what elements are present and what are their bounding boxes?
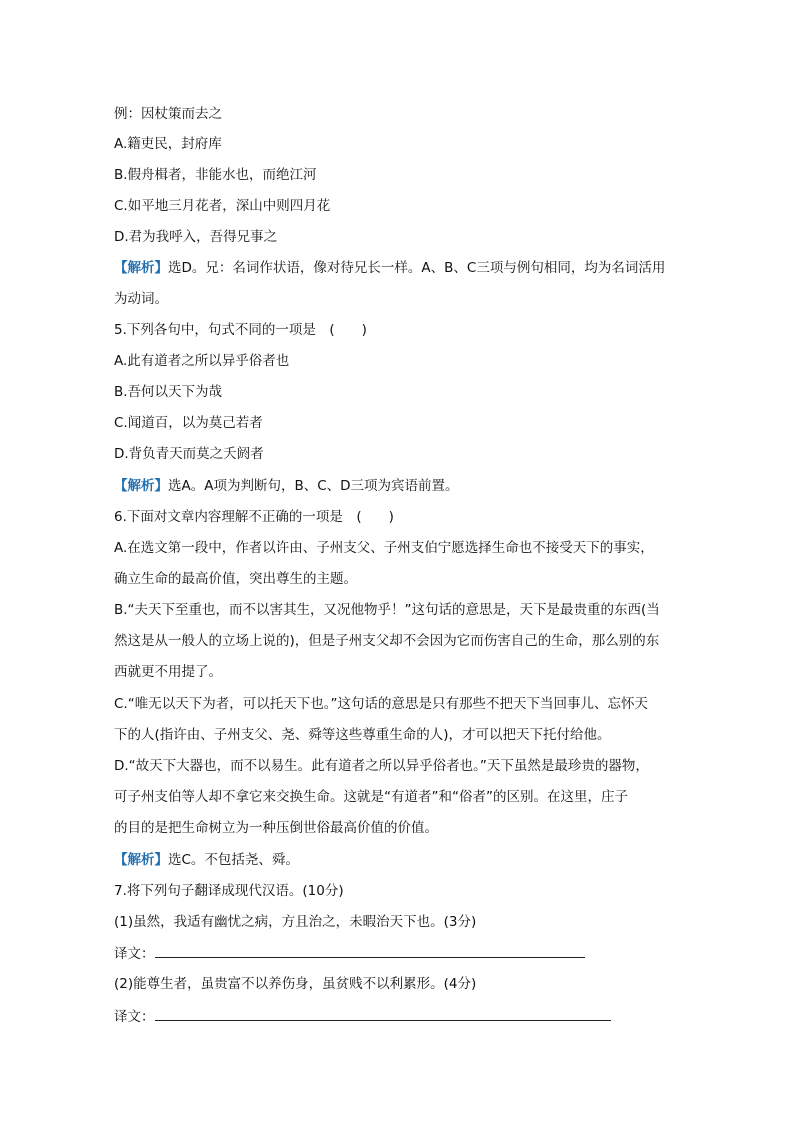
option-d: D.君为我呼入，吾得兄事之 bbox=[114, 229, 278, 245]
option-b-continuation: 西就更不用提了。 bbox=[114, 664, 222, 680]
question-5: 5.下列各句中，句式不同的一项是 ( ) bbox=[114, 322, 367, 338]
option-d: D.背负青天而莫之夭阏者 bbox=[114, 446, 264, 462]
answer-line-2 bbox=[114, 1006, 611, 1026]
translation-item-2: (2)能尊生者，虽贵富不以养伤身，虽贫贱不以利累形。(4分) bbox=[114, 976, 477, 992]
option-a: A.在选文第一段中，作者以许由、子州支父、子州支伯宁愿选择生命也不接受天下的事实， bbox=[114, 540, 654, 556]
option-b: B.“夫天下至重也，而不以害其生，又况他物乎！”这句话的意思是，天下是最贵重的东西(当 bbox=[114, 602, 660, 618]
translation-label: 译文： bbox=[114, 946, 155, 962]
option-c-continuation: 下的人(指许由、子州支父、尧、舜等这些尊重生命的人)，才可以把天下托付给他。 bbox=[114, 727, 611, 743]
option-d-continuation: 可子州支伯等人却不拿它来交换生命。这就是“有道者”和“俗者”的区别。在这里，庄子 bbox=[114, 789, 628, 805]
option-d: D.“故天下大器也，而不以易生。此有道者之所以异乎俗者也。”天下虽然是最珍贵的器物， bbox=[114, 758, 649, 774]
analysis-line bbox=[114, 258, 665, 278]
option-b: B.吾何以天下为哉 bbox=[114, 384, 223, 400]
option-d-continuation: 的目的是把生命树立为一种压倒世俗最高价值的价值。 bbox=[114, 820, 438, 836]
example-sentence: 例：因杖策而去之 bbox=[114, 106, 222, 122]
option-a: A.此有道者之所以异乎俗者也 bbox=[114, 353, 290, 369]
analysis-text: 选A。A项为判断句，B、C、D三项为宾语前置。 bbox=[168, 478, 459, 494]
option-a-continuation: 确立生命的最高价值，突出尊生的主题。 bbox=[114, 571, 357, 587]
answer-blank-2[interactable] bbox=[155, 1006, 611, 1021]
analysis-continuation: 为动词。 bbox=[114, 291, 168, 307]
analysis-tag: 【解析】 bbox=[114, 260, 168, 276]
translation-item-1: (1)虽然，我适有幽忧之病，方且治之，未暇治天下也。(3分) bbox=[114, 914, 477, 930]
option-b: B.假舟楫者，非能水也，而绝江河 bbox=[114, 167, 317, 183]
answer-line-1 bbox=[114, 943, 585, 963]
option-c: C.闻道百，以为莫己若者 bbox=[114, 415, 263, 431]
analysis-line bbox=[114, 850, 299, 870]
analysis-tag: 【解析】 bbox=[114, 852, 168, 868]
analysis-text: 选D。兄：名词作状语，像对待兄长一样。A、B、C三项与例句相同，均为名词活用 bbox=[168, 260, 666, 276]
analysis-tag: 【解析】 bbox=[114, 478, 168, 494]
question-7: 7.将下列句子翻译成现代汉语。(10分) bbox=[114, 883, 344, 899]
option-a: A.籍吏民，封府库 bbox=[114, 136, 222, 152]
analysis-line bbox=[114, 476, 459, 496]
analysis-text: 选C。不包括尧、舜。 bbox=[168, 852, 299, 868]
translation-label: 译文： bbox=[114, 1009, 155, 1025]
option-c: C.“唯无以天下为者，可以托天下也。”这句话的意思是只有那些不把天下当回事儿、忘怀天 bbox=[114, 696, 648, 712]
answer-blank-1[interactable] bbox=[155, 943, 585, 958]
option-c: C.如平地三月花者，深山中则四月花 bbox=[114, 198, 331, 214]
option-b-continuation: 然这是从一般人的立场上说的)，但是子州支父却不会因为它而伤害自己的生命，那么别的东 bbox=[114, 633, 660, 649]
question-6: 6.下面对文章内容理解不正确的一项是 ( ) bbox=[114, 509, 394, 525]
